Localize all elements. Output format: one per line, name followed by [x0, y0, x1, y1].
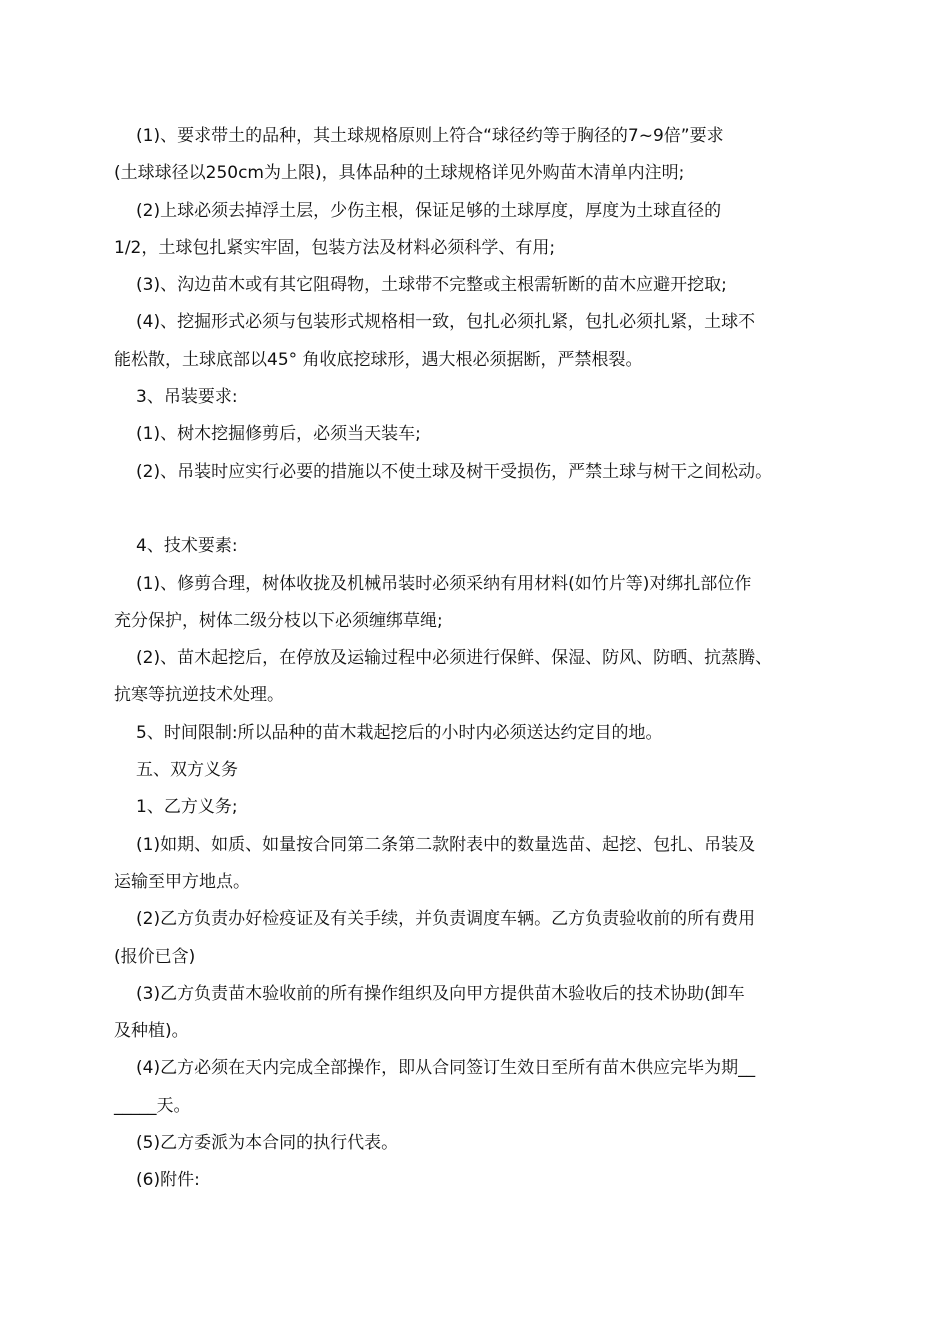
text-line: (报价已含): [114, 946, 196, 967]
text-line: (2)、苗木起挖后，在停放及运输过程中必须进行保鲜、保湿、防风、防晒、抗蒸腾、: [136, 648, 773, 669]
text-line: 能松散，土球底部以45° 角收底挖球形，遇大根必须据断，严禁根裂。: [114, 349, 643, 370]
text-line: (2)上球必须去掉浮土层，少伤主根，保证足够的土球厚度，厚度为土球直径的: [136, 200, 722, 221]
text-line: (3)乙方负责苗木验收前的所有操作组织及向甲方提供苗木验收后的技术协助(卸车: [136, 983, 745, 1004]
text-line: (1)、树木挖掘修剪后，必须当天装车;: [136, 424, 421, 445]
text-line: (5)乙方委派为本合同的执行代表。: [136, 1133, 399, 1154]
text-line: 及种植)。: [114, 1021, 189, 1042]
text-line: (2)、吊装时应实行必要的措施以不使土球及树干受损伤，严禁土球与树干之间松动。: [136, 461, 773, 482]
text-line: 4、技术要素:: [136, 536, 238, 557]
text-line: (1)、修剪合理，树体收拢及机械吊装时必须采纳有用材料(如竹片等)对绑扎部位作: [136, 573, 752, 594]
text-line: 抗寒等抗逆技术处理。: [114, 685, 284, 706]
text-line: 1/2，土球包扎紧实牢固，包装方法及材料必须科学、有用;: [114, 237, 556, 258]
text-line: 3、吊装要求:: [136, 387, 238, 408]
text-line: (2)乙方负责办好检疫证及有关手续，并负责调度车辆。乙方负责验收前的所有费用: [136, 909, 756, 930]
text-line: (6)附件:: [136, 1170, 200, 1191]
text-line: 充分保护，树体二级分枝以下必须缠绑草绳;: [114, 610, 443, 631]
text-line: (土球球径以250cm为上限)，具体品种的土球规格详见外购苗木清单内注明;: [114, 163, 685, 184]
text-line: (4)乙方必须在天内完成全部操作，即从合同签订生效日至所有苗木供应完毕为期__: [136, 1058, 756, 1079]
text-line: (3)、沟边苗木或有其它阻碍物，土球带不完整或主根需斩断的苗木应避开挖取;: [136, 275, 727, 296]
text-line: 1、乙方义务;: [136, 797, 238, 818]
text-line: (4)、挖掘形式必须与包装形式规格相一致，包扎必须扎紧，包扎必须扎紧，土球不: [136, 312, 756, 333]
document-body: [114, 118, 850, 1200]
blank-line: [114, 491, 850, 528]
text-line: (1)、要求带土的品种，其土球规格原则上符合“球径约等于胸径的7~9倍”要求: [136, 126, 724, 146]
text-line: 5、时间限制:所以品种的苗木栽起挖后的小时内必须送达约定目的地。: [136, 722, 663, 743]
text-line: _____天。: [114, 1095, 191, 1116]
text-line: (1)如期、如质、如量按合同第二条第二款附表中的数量选苗、起挖、包扎、吊装及: [136, 834, 756, 855]
text-line: 五、双方义务: [136, 760, 238, 781]
text-line: 运输至甲方地点。: [114, 871, 250, 892]
